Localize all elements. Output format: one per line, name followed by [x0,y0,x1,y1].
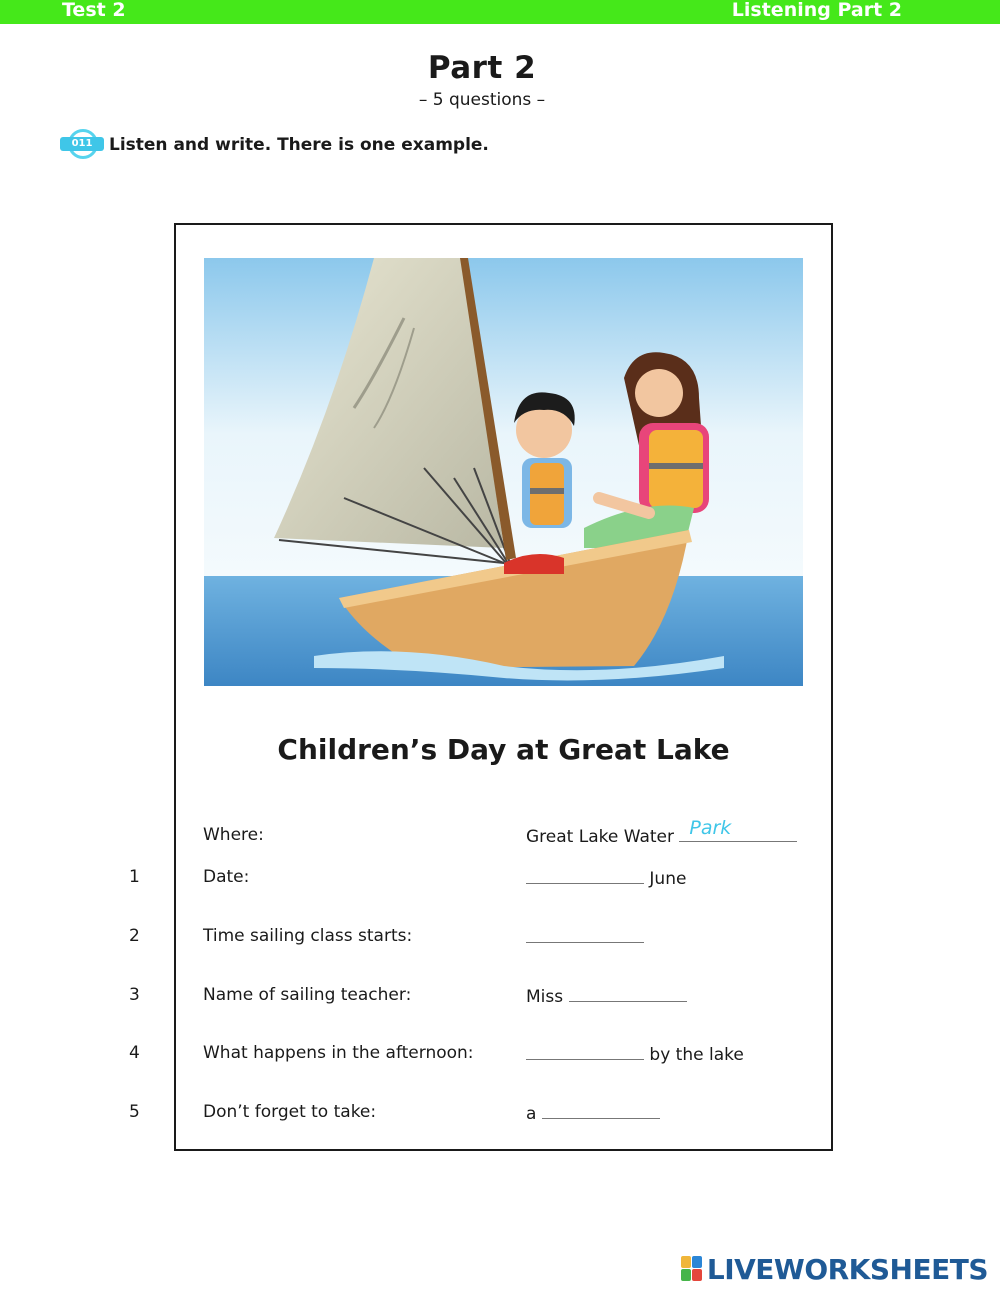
example-answer: Park [689,817,732,839]
example-answer-field [679,817,797,842]
answer-field-1[interactable] [526,867,644,884]
brand-name: LIVEWORKSHEETS [706,1252,988,1286]
sailing-boat-illustration [204,258,803,686]
brand-logo [681,1254,988,1284]
question-label: Don’t forget to take: [203,1102,377,1122]
answer-field-2[interactable] [526,926,644,943]
question-number: 4 [129,1043,140,1063]
answer-prefix: a [526,1104,537,1124]
instruction-text: Listen and write. There is one example. [109,135,489,155]
card-title: Children’s Day at Great Lake [277,733,730,766]
question-row-2 [0,926,1000,956]
page-subtitle: – 5 questions – [418,90,546,110]
question-label: What happens in the afternoon: [203,1043,474,1063]
answer-field-3[interactable] [569,985,687,1002]
question-number: 1 [129,867,140,887]
question-number: 5 [129,1102,140,1122]
test-label: Test 2 [62,0,126,21]
question-row-5 [0,1102,1000,1132]
question-number: 3 [129,985,140,1005]
page-title: Part 2 [427,50,537,86]
example-row [0,817,1000,855]
track-number: 011 [60,137,104,151]
question-row-1 [0,867,1000,897]
answer-field-5[interactable] [542,1102,660,1119]
answer-field-4[interactable] [526,1043,644,1060]
answer-suffix: June [649,869,687,889]
question-number: 2 [129,926,140,946]
header-bar [0,0,1000,24]
question-row-3 [0,985,1000,1015]
question-label: Date: [203,867,250,887]
question-row-4 [0,1043,1000,1073]
liveworksheets-logo-icon [681,1256,703,1282]
audio-track-icon[interactable] [60,129,104,163]
question-label: Time sailing class starts: [203,926,413,946]
example-label: Where: [203,825,264,845]
section-label: Listening Part 2 [731,0,902,21]
answer-prefix: Miss [526,987,564,1007]
example-answer-prefix: Great Lake Water [526,827,674,847]
answer-suffix: by the lake [649,1045,744,1065]
question-label: Name of sailing teacher: [203,985,412,1005]
